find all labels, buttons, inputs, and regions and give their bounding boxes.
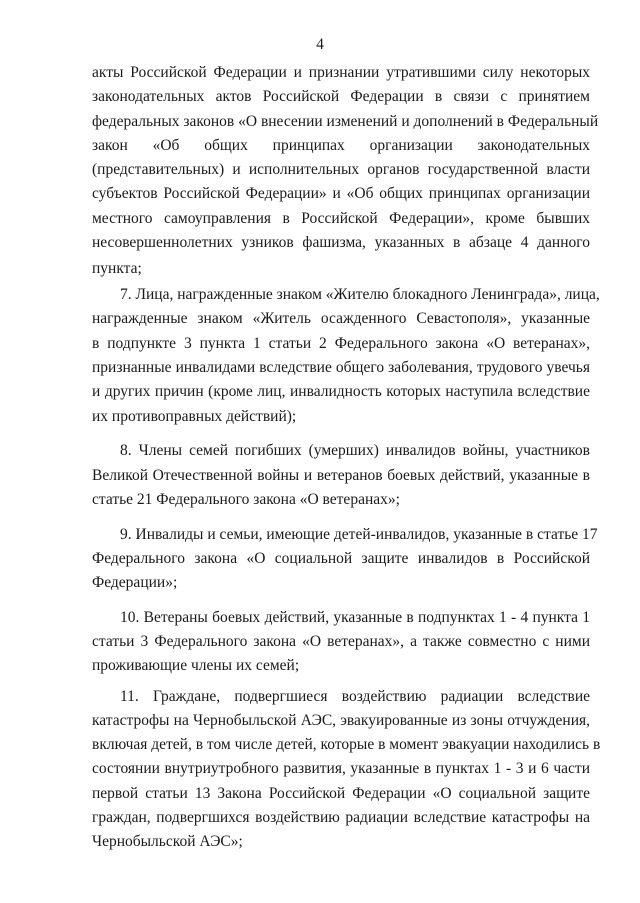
text-line: награжденные знаком «Житель осажденного Севастополя», указанные [92, 310, 590, 327]
text-line: их противоправных действий); [92, 408, 297, 425]
text-line: местного самоуправления в Российской Федерации», кроме бывших [92, 210, 590, 227]
text-line: статье 21 Федерального закона «О ветеранах»; [92, 491, 400, 508]
text-line: статьи 3 Федерального закона «О ветеранах», а также совместно с ними [92, 633, 590, 650]
text-line: субъектов Российской Федерации» и «Об общих принципах организации [92, 185, 590, 202]
text-line: 8. Члены семей погибших (умерших) инвалидов войны, участников [120, 442, 590, 459]
text-line: (представительных) и исполнительных органов государственной власти [92, 161, 590, 178]
text-line: 9. Инвалиды и семьи, имеющие детей-инвалидов, указанные в статье 17 [120, 526, 598, 543]
text-line: федеральных законов «О внесении изменений и дополнений в Федеральный [92, 113, 599, 130]
text-line: закон «Об общих принципах организации законодательных [92, 137, 590, 154]
text-line: акты Российской Федерации и признании утратившими силу некоторых [92, 64, 590, 81]
text-line: Великой Отечественной войны и ветеранов боевых действий, указанные в [92, 467, 590, 484]
text-line: 7. Лица, награжденные знаком «Жителю блокадного Ленинграда», лица, [120, 286, 600, 303]
text-line: Федерации»; [92, 574, 178, 591]
text-line: граждан, подвергшихся воздействию радиации вследствие катастрофы на [92, 809, 590, 826]
text-line: в подпункте 3 пункта 1 статьи 2 Федерального закона «О ветеранах», [92, 335, 590, 352]
text-line: включая детей, в том числе детей, которые в момент эвакуации находились в [92, 736, 601, 753]
text-line: признанные инвалидами вследствие общего заболевания, трудового увечья [92, 359, 590, 376]
text-line: несовершеннолетних узников фашизма, указанных в абзаце 4 данного [92, 234, 590, 251]
text-line: проживающие члены их семей; [92, 657, 300, 674]
page-number: 4 [316, 36, 324, 53]
text-line: и других причин (кроме лиц, инвалидность которых наступила вследствие [92, 383, 590, 400]
text-line: состоянии внутриутробного развития, указанные в пунктах 1 - 3 и 6 части [92, 760, 590, 777]
text-line: Федерального закона «О социальной защите инвалидов в Российской [92, 550, 590, 567]
text-line: первой статьи 13 Закона Российской Федерации «О социальной защите [92, 785, 590, 802]
text-line: законодательных актов Российской Федерации в связи с принятием [92, 88, 590, 105]
text-line: 11. Граждане, подвергшиеся воздействию радиации вследствие [120, 688, 590, 705]
text-line: Чернобыльской АЭС»; [92, 833, 243, 850]
text-line: 10. Ветераны боевых действий, указанные в подпунктах 1 - 4 пункта 1 [120, 609, 590, 626]
text-line: пункта; [92, 260, 142, 277]
text-line: катастрофы на Чернобыльской АЭС, эвакуированные из зоны отчуждения, [92, 712, 590, 729]
